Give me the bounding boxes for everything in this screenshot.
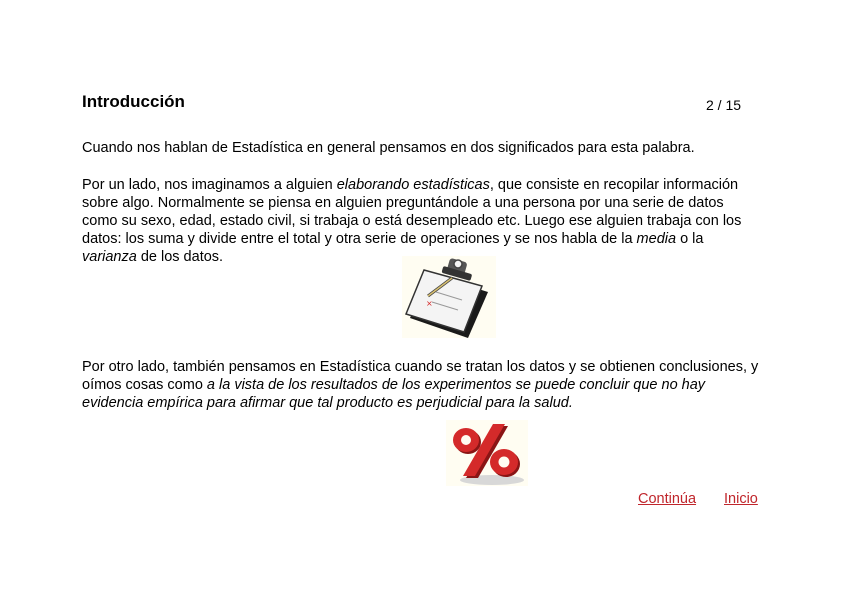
text-segment: Por otro lado, también pensamos en Estadística cuando se tratan los datos y se obtienen conclusiones, y oímos cosas como [82, 359, 759, 393]
text-segment: Por un lado, nos imaginamos a alguien [82, 177, 337, 193]
clipboard-icon [402, 256, 496, 338]
text-segment: o la [676, 231, 704, 247]
home-link[interactable]: Inicio [724, 491, 758, 507]
percent-icon [446, 420, 528, 486]
paragraph-first-meaning [82, 176, 762, 266]
emphasis-varianza: varianza [82, 249, 137, 265]
emphasis-media: media [636, 231, 677, 247]
continue-link[interactable]: Continúa [638, 491, 697, 507]
text-segment: , que consiste en recopilar información sobre algo. Normalmente se piensa en alguien preguntándole a una persona por una serie de datos como su sexo, edad, estado civil, si trabaja o está desempleado etc. Luego ese alguien trabaja con los datos: los suma y divide entre el total y otra serie de operaciones y se nos habla de la [82, 177, 742, 247]
emphasis-quote: a la vista de los resultados de los experimentos se puede concluir que no hay evidencia empírica para afirmar que tal producto es perjudicial para la salud. [82, 377, 706, 411]
page-title: Introducción [82, 92, 185, 111]
text-segment: de los datos. [136, 249, 224, 265]
svg-text:×: × [426, 299, 433, 308]
paragraph-second-meaning [82, 358, 762, 412]
page-counter: 2 / 15 [706, 97, 742, 113]
intro-paragraph: Cuando nos hablan de Estadística en general pensamos en dos significados para esta palabra. [82, 140, 695, 156]
emphasis-elaborando: elaborando estadísticas [336, 177, 490, 193]
